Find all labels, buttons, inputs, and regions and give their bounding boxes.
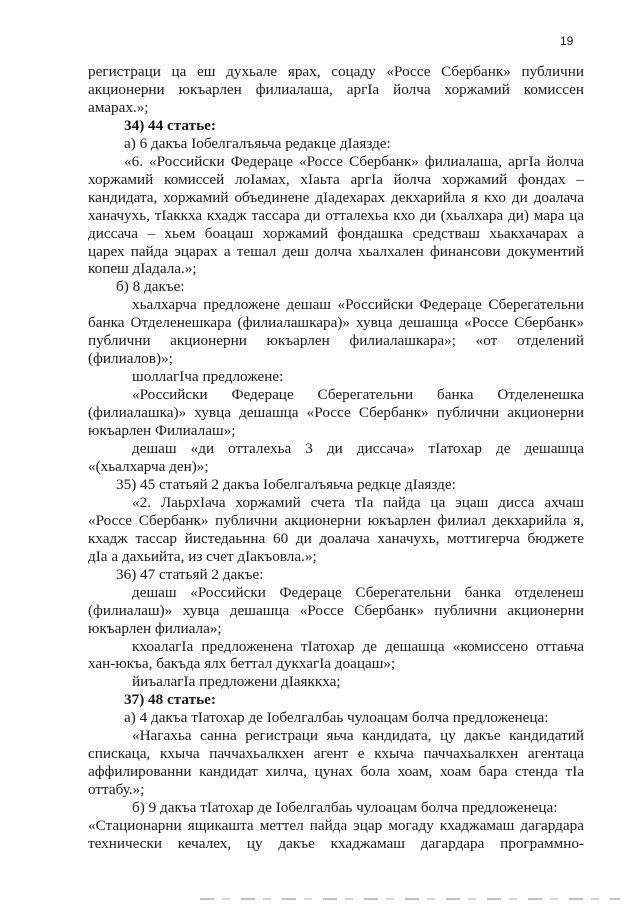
text-line: «(хьалхарча ден)»; xyxy=(88,457,209,475)
text-line: амарах.»; xyxy=(88,98,149,116)
text-line: технически кечалех, цу дакъе кхаджамаш дагардара программно- xyxy=(88,834,584,852)
text-line: «2. ЛаьрхIача хоржамий счета тIа пайда ца эцаш дисса ахчаш xyxy=(132,493,584,511)
text-line: «Стационарни ящикашта меттел пайда эцар могаду кхаджамаш дагардара xyxy=(88,817,584,835)
text-line: йиъалагIа предложени дIаяккха; xyxy=(132,673,341,691)
text-line: аффилированни кандидат хилча, цунах бола хоам, хоам бара стенда тIа xyxy=(88,763,584,781)
text-line: 34) 44 статье: xyxy=(124,116,216,134)
text-line: б) 9 дакъа тIатохар де Iобелгалбаь чулоацам болча предложенеца: xyxy=(132,799,558,817)
scan-artifact xyxy=(200,898,620,900)
text-line: хан-юкъа, бакъда ялх беттал дукхагIа доацаш»; xyxy=(88,655,396,673)
document-body xyxy=(88,63,584,853)
text-line: банка Отделенешкара (филиалашкара)» хувца дешашца «Россе Сбербанк» xyxy=(88,314,584,332)
text-line: дешаш «Российски Федераце Сберегательни банка отделенеш xyxy=(132,583,584,601)
text-line: а) 6 дакъа Iобелгалъяьча редакце дIаязде: xyxy=(124,134,391,152)
text-line: акционерни юкъарлен филиалаша, аргIа йолча хоржамий комиссен xyxy=(88,80,584,98)
text-line: диссача – хьем боацаш хоржамий фондашка средстваш хьакхачарах а xyxy=(88,224,584,242)
text-line: юкъарлен Филиалаш»; xyxy=(88,422,236,440)
text-line: «Российски Федераце Сберегательни банка Отделенешка xyxy=(132,386,584,404)
text-line: 36) 47 статьяй 2 дакъе: xyxy=(116,565,264,583)
text-line: б) 8 дакъе: xyxy=(116,278,185,296)
text-line: «Россе Сбербанк» публични акционерни юкъарлен филиал декхарийла я, xyxy=(88,511,584,529)
text-line: «Нагахьа санна регистраци яьча кандидата, цу дакъе кандидатий xyxy=(132,727,584,745)
text-line: дешаш «ди отталехьа 3 ди диссача» тIатохар де дешашца xyxy=(132,440,584,458)
text-line: копеш дIадала.»; xyxy=(88,260,197,278)
text-line: оттабу.»; xyxy=(88,781,145,799)
text-line: 35) 45 статьяй 2 дакъа Iобелгалъяьча редкце дIаязде: xyxy=(116,475,456,493)
text-line: «6. «Российски Федераце «Россе Сбербанк» филиалаша, аргIа йолча xyxy=(124,152,584,170)
text-line: кхадж тассар йистедаьнна 60 ди доалача ханачухь, моттигерча бюджете xyxy=(88,529,584,547)
text-line: а) 4 дакъа тIатохар де Iобелгалбаь чулоацам болча предложенеца: xyxy=(124,709,549,727)
text-line: кхоалагIа предложенена тIатохар де дешашца «комиссено оттаьча xyxy=(132,637,584,655)
text-line: публични акционерни юкъарлен филиалашкара»; «от отделений xyxy=(88,332,584,350)
text-line: 37) 48 статье: xyxy=(124,691,216,709)
page-number: 19 xyxy=(560,34,574,48)
text-line: (филиалашка)» хувца дешашца «Россе Сбербанк» публични акционерни xyxy=(88,404,584,422)
text-line: (филиалаш)» хувца дешашца «Россе Сбербанк» публични акционерни xyxy=(88,601,584,619)
text-line: юкъарлен филиала»; xyxy=(88,619,222,637)
text-line: хьалхарча предложене дешаш «Российски Федераце Сберегательни xyxy=(132,296,584,314)
text-line: регистраци ца еш духьале ярах, соцаду «Россе Сбербанк» публични xyxy=(88,63,584,80)
text-line: (филиалов)»; xyxy=(88,350,173,368)
text-line: кандидата, хоржамий объединене дIадехарах декхарийла я кхо ди доалача xyxy=(88,188,584,206)
text-line: ханачухь, тIаккха кхадж тассара ди отталехьа кхо ди (хьалхара ди) мара ца xyxy=(88,206,584,224)
text-line: царех пайда эцарах а тешал деш долча хьалхален финансови документий xyxy=(88,242,584,260)
text-line: дIа а дахьийта, из счет дIакъовла.»; xyxy=(88,547,317,565)
text-line: хоржамий комиссей лоIамах, хIаьта аргIа йолча хоржамий фондах – xyxy=(88,170,584,188)
text-line: спискаца, кхыча паччахьалкхен агент е кхыча паччахьалкхен агентаца xyxy=(88,745,584,763)
text-line: шоллагIча предложене: xyxy=(132,368,284,386)
